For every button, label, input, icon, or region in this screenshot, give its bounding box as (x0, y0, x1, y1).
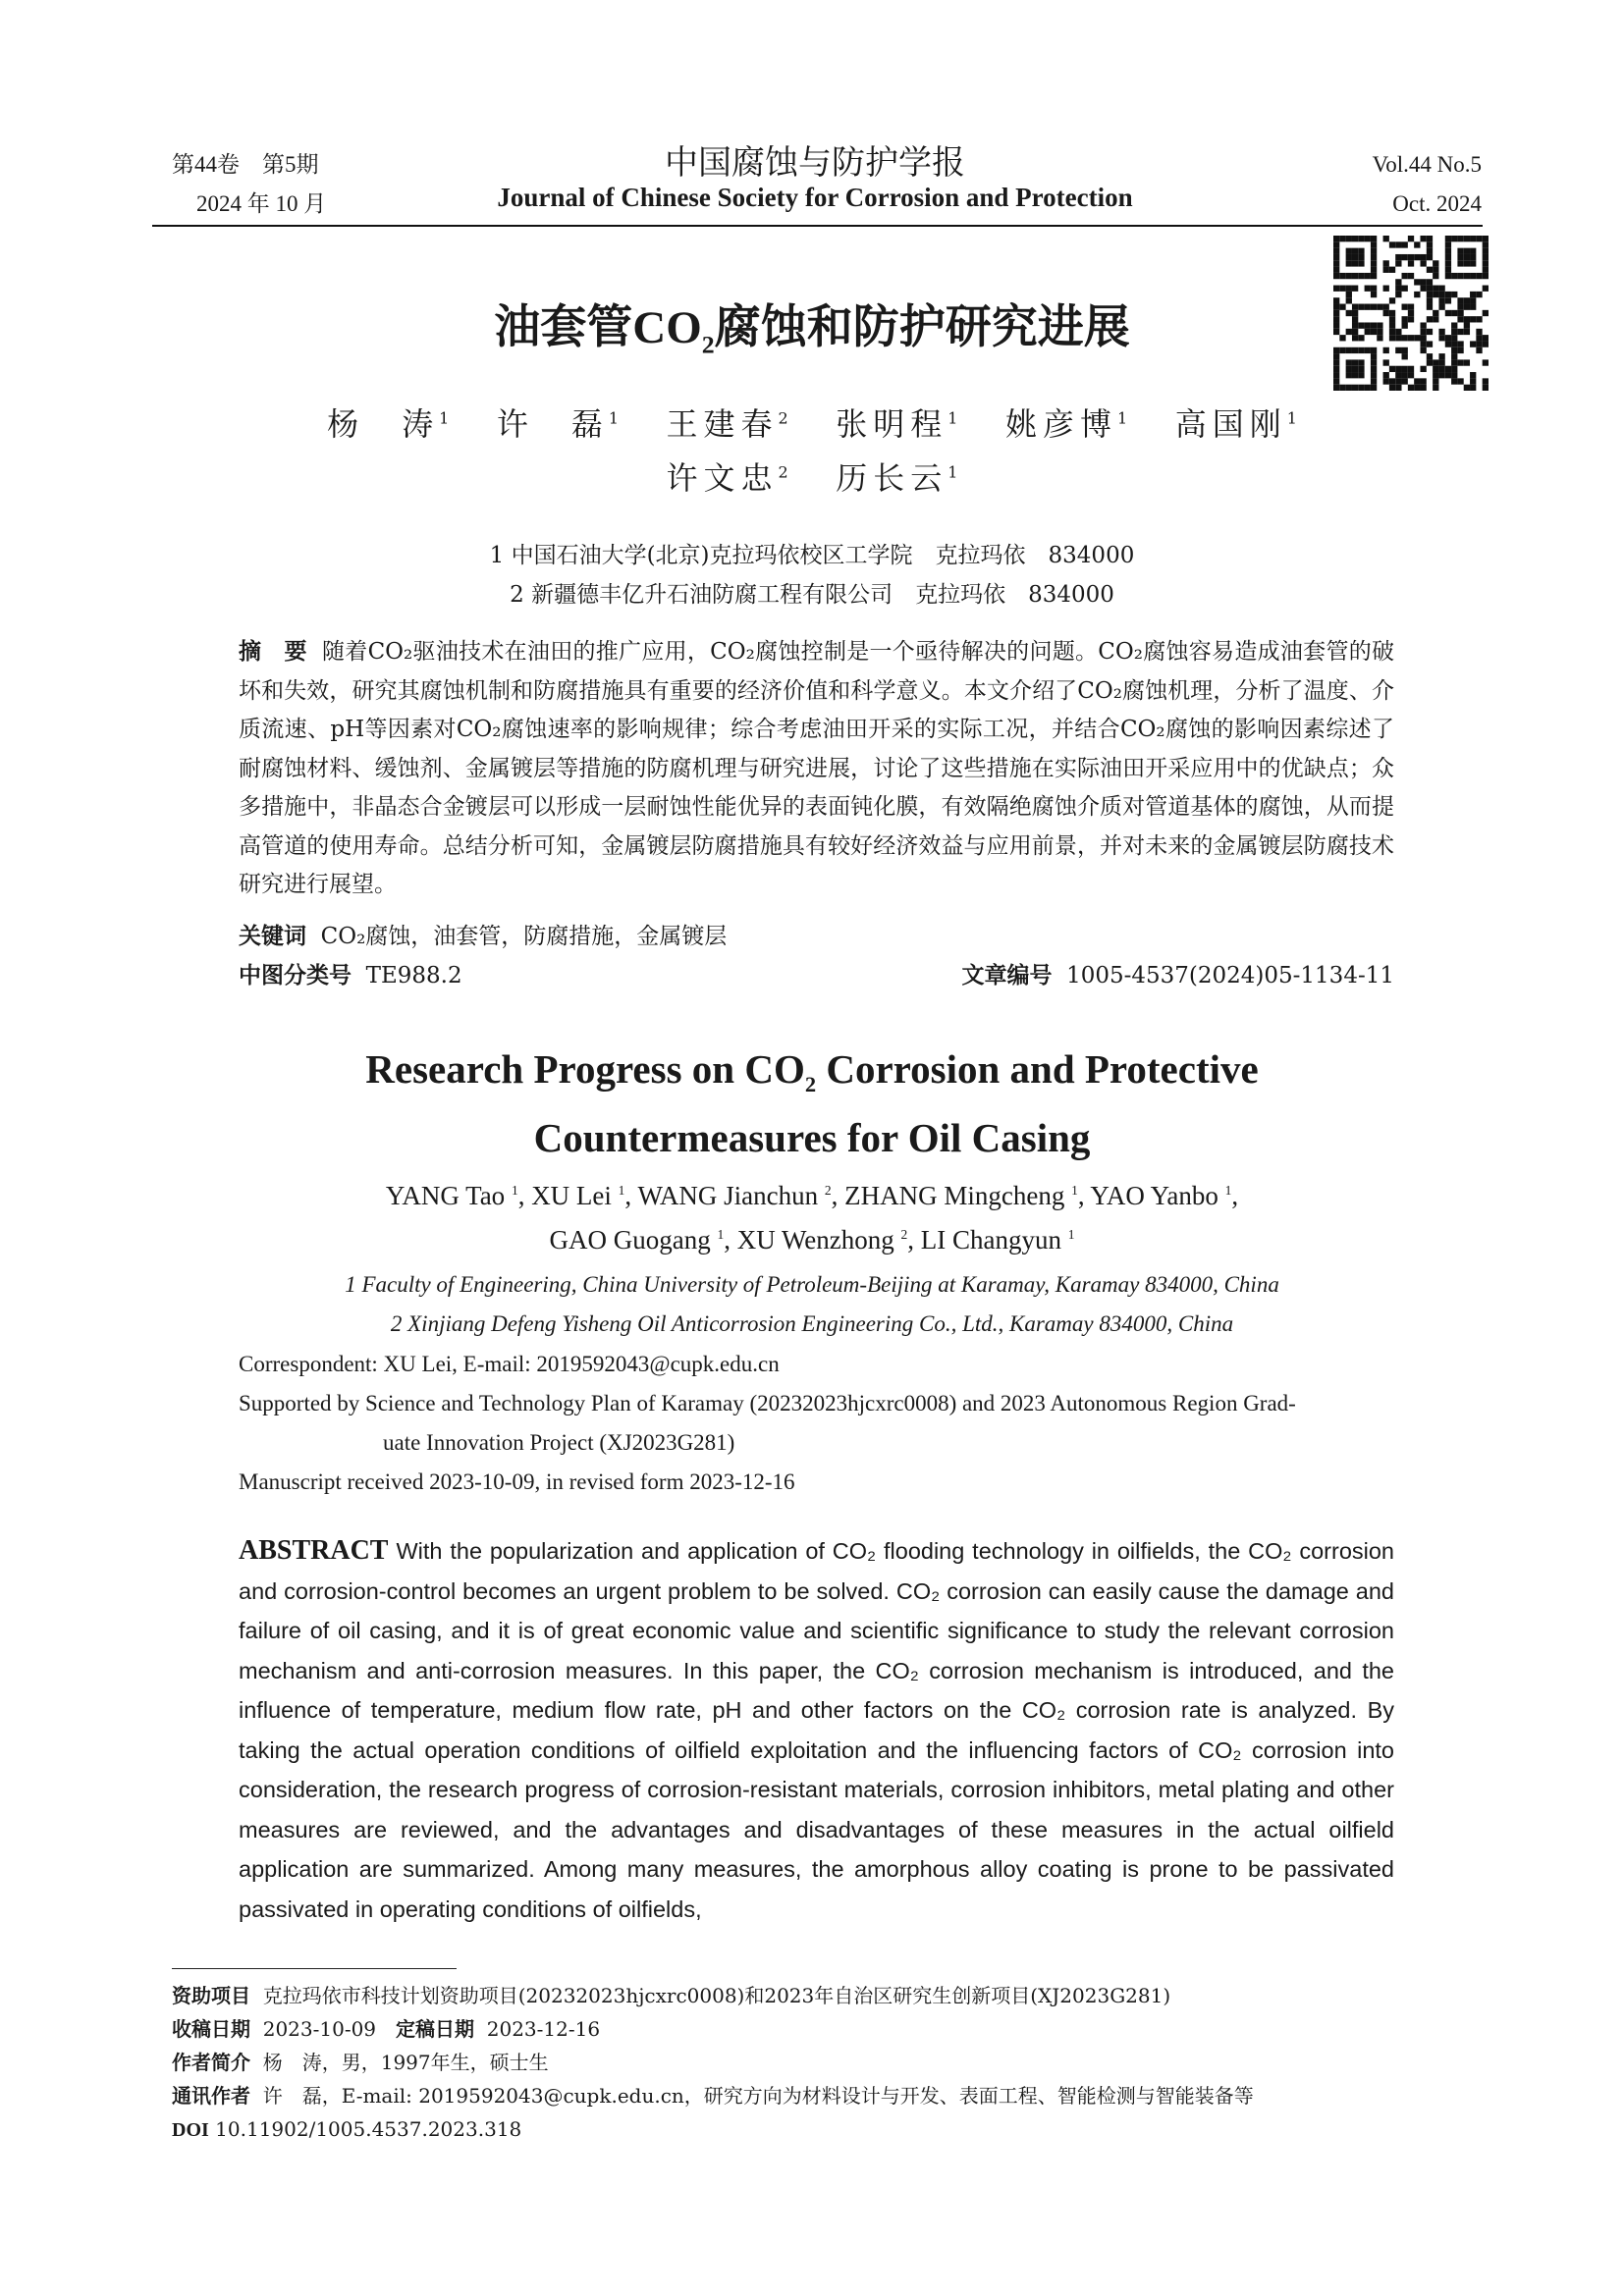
author-cn: 许 磊$^1$ (496, 405, 620, 443)
abstract-cn (239, 633, 1394, 905)
date-cn: 2024 年 10 月 (196, 191, 327, 216)
title-cn-subscript: 2 (701, 330, 715, 359)
clc-label: 中图分类号 (239, 963, 352, 988)
manuscript-dates: Manuscript received 2023-10-09, in revised form 2023-12-16 (239, 1469, 795, 1494)
header-center (422, 0, 1208, 226)
classification-row (239, 957, 1394, 989)
abstract-cn-text: 随着CO₂驱油技术在油田的推广应用，CO₂腐蚀控制是一个亟待解决的问题。CO₂腐蚀容易造成油套管的破坏和失效，研究其腐蚀机制和防腐措施具有重要的经济价值和科学意义。本文介绍了CO₂腐蚀机理，分析了温度、介质流速、pH等因素对CO₂腐蚀速率的影响规律；综合考虑油田开采的实际工况，并结合CO₂腐蚀的影响因素综述了耐腐蚀材料、缓蚀剂、金属镀层等措施的防腐机理与研究进展，讨论了这些措施在实际油田开采应用中的优缺点；众多措施中，非晶态合金镀层可以形成一层耐蚀性能优异的表面钝化膜，有效隔绝腐蚀介质对管道基体的腐蚀，从而提高管道的使用寿命。总结分析可知，金属镀层防腐措施具有较好经济效益与应用前景，并对未来的金属镀层防腐技术研究进行展望。 (239, 639, 1395, 897)
abstract-en-text: With the popularization and application of CO₂ flooding technology in oilfields, the CO₂ corrosion and corrosion-control becomes an urgent problem to be solved. CO₂ corrosion can easily cause the damage and failure of oil casing, and it is of great economic value and scientific significance to study the relevant corrosion mechanism and anti-corrosion measures. In this paper, the CO₂ corrosion mechanism is introduced, and the influence of temperature, medium flow rate, pH and other factors on the CO₂ corrosion rate is analyzed. By taking the actual operation conditions of oilfield exploitation and the influencing factors of CO₂ corrosion into consideration, the research progress of corrosion-resistant materials, corrosion inhibitors, metal plating and other measures are reviewed, and the advantages and disadvantages of these measures in the actual oilfield application are summarized. Among many measures, the amorphous alloy coating is prone to be passivated passivated in operating conditions of oilfields, (239, 1538, 1394, 1922)
abstract-en (239, 1531, 1394, 1929)
title-en-line1: Research Progress on $CO_2$ Corrosion and Protective (365, 1046, 1259, 1097)
title-cn (0, 291, 1624, 359)
affiliation-cn-2: 2 新疆德丰亿升石油防腐工程有限公司 克拉玛依 834000 (510, 582, 1114, 608)
header-left (172, 145, 326, 224)
supported-line1: Supported by Science and Technology Plan of Karamay (20232023hjcxrc0008) and 2023 Autonomous Region Grad- (239, 1391, 1296, 1415)
authors-cn-line1 (0, 400, 1624, 445)
title-en-line2: Countermeasures for Oil Casing (533, 1115, 1091, 1161)
title-cn-part2: 腐蚀和防护研究进展 (714, 302, 1130, 353)
footnote-funding: 资助项目 克拉玛依市科技计划资助项目(20232023hjcxrc0008)和2023年自治区研究生创新项目(XJ2023G281) (172, 1984, 1171, 2007)
author-cn: 姚彦博$^1$ (1004, 405, 1128, 443)
header-right (1373, 145, 1482, 224)
author-cn: 高国刚$^1$ (1174, 405, 1297, 443)
keywords-cn (239, 918, 1394, 950)
article-info-en (239, 1345, 1394, 1502)
correspondent: Correspondent: XU Lei, E-mail: 2019592043@cupk.edu.cn (239, 1352, 780, 1376)
article-number (961, 957, 1394, 989)
journal-title-cn: 中国腐蚀与防护学报 (665, 145, 965, 182)
footnote-dates: 收稿日期 2023-10-09 定稿日期 2023-12-16 (172, 2017, 601, 2041)
author-cn: 张明程$^1$ (836, 405, 958, 443)
author-cn: 许文忠$^2$ (666, 459, 788, 497)
author-cn: 王建春$^2$ (666, 405, 788, 443)
footnote-doi: DOI 10.11902/1005.4537.2023.318 (172, 2117, 522, 2141)
author-en: YAO Yanbo $^1$, (1090, 1181, 1239, 1210)
author-en: XU Wenzhong $^2$, (736, 1225, 915, 1255)
author-cn: 历长云$^1$ (836, 459, 958, 497)
footnote-corresponding: 通讯作者 许 磊，E-mail: 2019592043@cupk.edu.cn，研究方向为材料设计与开发、表面工程、智能检测与智能装备等 (172, 2084, 1254, 2108)
article-number-value: 1005-4537(2024)05-1134-11 (1066, 963, 1394, 988)
header-rule (152, 225, 1483, 227)
volume-issue-en: Vol.44 No.5 (1372, 152, 1482, 177)
author-en: YANG Tao $^1$, (385, 1181, 525, 1210)
author-en: LI Changyun $^1$ (920, 1225, 1075, 1255)
journal-title-en: Journal of Chinese Society for Corrosion and Protection (497, 183, 1133, 212)
author-en: GAO Guogang $^1$, (549, 1225, 731, 1255)
authors-en-line1 (0, 1181, 1624, 1211)
keywords-cn-label: 关键词 (239, 924, 306, 949)
author-en: WANG Jianchun $^2$, (637, 1181, 839, 1210)
supported-by (239, 1384, 1394, 1463)
clc-value: TE988.2 (365, 963, 462, 988)
supported-line2: uate Innovation Project (XJ2023G281) (383, 1430, 735, 1455)
author-en: ZHANG Mingcheng $^1$, (844, 1181, 1085, 1210)
authors-cn-line2 (0, 454, 1624, 499)
authors-en-line2 (0, 1225, 1624, 1255)
footnote-author-bio: 作者简介 杨 涛，男，1997年生，硕士生 (172, 2051, 549, 2074)
title-cn-part1: 油套管CO (494, 302, 702, 353)
author-cn: 杨 涛$^1$ (327, 405, 450, 443)
date-en: Oct. 2024 (1392, 191, 1482, 216)
article-number-label: 文章编号 (961, 963, 1053, 988)
abstract-en-label: ABSTRACT (239, 1535, 389, 1566)
footnotes (172, 1979, 1468, 2147)
author-en: XU Lei $^1$, (531, 1181, 632, 1210)
title-en (0, 1042, 1624, 1164)
affiliation-en-1: 1 Faculty of Engineering, China University of Petroleum-Beijing at Karamay, Karamay 834000, China (345, 1272, 1279, 1297)
abstract-cn-label: 摘 要 (239, 639, 307, 665)
affiliation-en-2: 2 Xinjiang Defeng Yisheng Oil Anticorrosion Engineering Co., Ltd., Karamay 834000, China (390, 1311, 1234, 1336)
keywords-cn-text: CO₂腐蚀，油套管，防腐措施，金属镀层 (320, 924, 728, 949)
classification-left (239, 963, 462, 988)
affiliation-cn-1: 1 中国石油大学(北京)克拉玛依校区工学院 克拉玛依 834000 (489, 543, 1135, 568)
footnote-rule (172, 1968, 457, 1969)
volume-issue-cn: 第44卷 第5期 (172, 152, 319, 177)
